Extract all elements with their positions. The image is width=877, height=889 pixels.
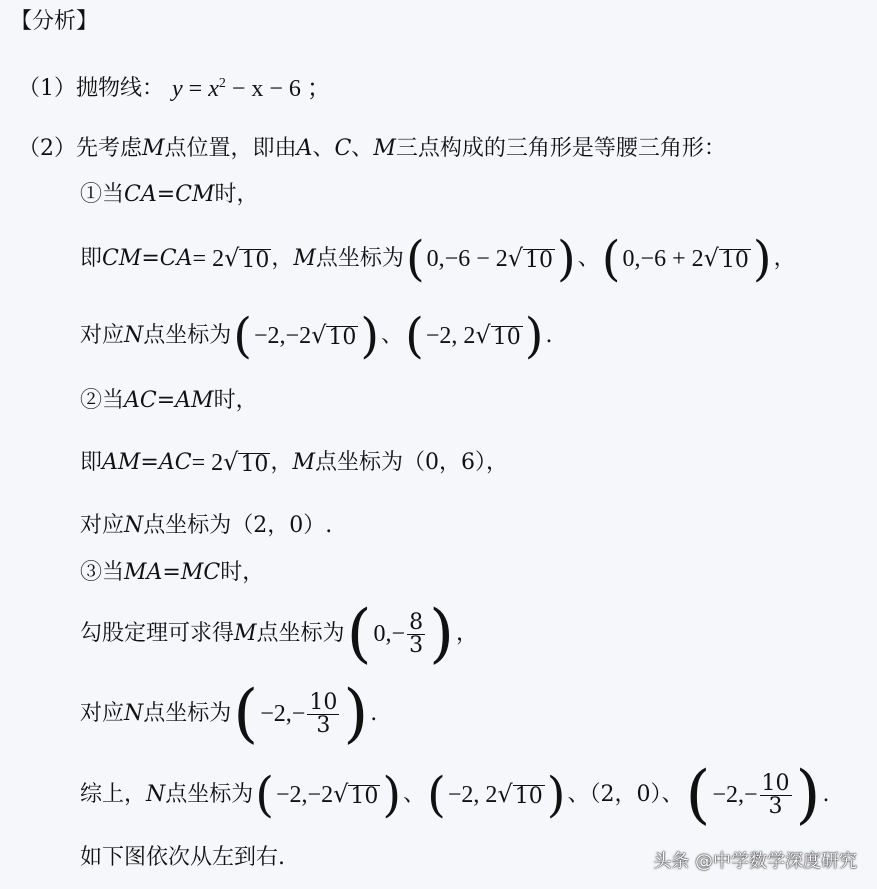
eq-equals: = (188, 76, 203, 102)
sum-end: . (822, 782, 830, 807)
tag-text: 【分析】 (10, 9, 99, 34)
c1a-M: M (293, 246, 316, 271)
part2-prefix: （2）先考虑 (18, 136, 142, 161)
c1b-prefix: 对应 (80, 323, 125, 348)
c1a-p1a: 0,−6 − 2 (426, 246, 508, 272)
sum-p3a: −2,− (712, 782, 758, 808)
c3a-M: M (234, 621, 257, 646)
c1b-point1: ( −2,−2 √ 10 ) (233, 308, 380, 364)
sum-mid: 点坐标为 (165, 782, 254, 807)
final-text: 如下图依次从左到右. (80, 845, 285, 870)
case3-cond: MA=MC (124, 560, 221, 585)
c3a-num: 8 (409, 609, 424, 635)
sum-p1a: −2,−2 (276, 782, 334, 808)
c3b-N: N (124, 701, 144, 726)
sum-dun2: 、（2，0）、 (567, 782, 684, 807)
part2-dun1: 、 (312, 136, 335, 161)
sum-p3num: 10 (761, 770, 790, 796)
c1b-N: N (124, 323, 144, 348)
c3a-frac (407, 609, 425, 658)
eq-rest: − x − 6 ； (231, 76, 331, 102)
c3b-num: 10 (309, 689, 338, 715)
c1a-sqrt-body: 10 (241, 248, 270, 273)
section-tag (10, 11, 98, 33)
c1a-prefix: 即 (80, 246, 103, 271)
c3b-frac (307, 689, 339, 738)
c1b-p2s: 10 (492, 325, 521, 350)
eq-exponent: 2 (218, 76, 226, 91)
c1b-p1s: 10 (328, 325, 357, 350)
c1a-sqrt: √ 10 (224, 244, 270, 273)
part2-rest: 三点构成的三角形是等腰三角形： (395, 136, 726, 161)
c3b-a: −2,− (260, 701, 306, 727)
c3a-prefix: 勾股定理可求得 (80, 621, 235, 646)
sum-p2s: 10 (514, 784, 543, 809)
c3a-point: ( 0,− $\frac{8}{3}$ ) (346, 597, 455, 671)
part2-dun2: 、 (351, 136, 374, 161)
part2-M: M (142, 136, 165, 161)
case2-cond: AC=AM (124, 388, 214, 413)
part2-C: C (334, 136, 352, 161)
part2-line (18, 138, 726, 160)
part1-prefix: （1）抛物线： (18, 76, 164, 101)
case1-end: 时， (214, 182, 259, 207)
c2a-mid: 点坐标为（0，6）， (314, 450, 508, 475)
sum-prefix: 综上， (80, 782, 147, 807)
c1a-p2a: 0,−6 + 2 (622, 246, 704, 272)
c2a-sqrt-body: 10 (240, 452, 269, 477)
c2a-comma: ， (270, 450, 293, 475)
c1a-dun: 、 (577, 246, 600, 271)
c3b-mid: 点坐标为 (143, 701, 232, 726)
c1a-point1: ( 0,−6 − 2 √ 10 ) (405, 231, 576, 287)
sum-p3den: 3 (768, 793, 783, 819)
case3-line-b (80, 677, 378, 751)
c2a-M: M (292, 450, 315, 475)
watermark: 头条 @中学数学深度研究 (653, 851, 857, 872)
c1a-eq: = 2 (192, 246, 225, 272)
eq-x: x (208, 76, 219, 102)
sum-p2a: −2, 2 (447, 782, 498, 808)
c1b-dun: 、 (381, 323, 404, 348)
case3-end: 时， (220, 560, 265, 585)
sum-N: N (146, 782, 166, 807)
c3b-end: . (370, 701, 378, 726)
c1b-end: . (545, 323, 553, 348)
case3-line-a (80, 597, 479, 671)
case1-line-b (80, 308, 553, 364)
case2-end: 时， (213, 388, 258, 413)
part1-line (18, 77, 331, 101)
c3a-end: ， (456, 621, 479, 646)
c1a-end: ， (773, 246, 796, 271)
case1-cond: CA=CM (124, 182, 215, 207)
eq-y: y (172, 76, 183, 102)
sum-dun1: 、 (403, 782, 426, 807)
case3-circ: ③当 (80, 560, 125, 585)
c1b-p2a: −2, 2 (425, 323, 476, 349)
sum-p1s: 10 (350, 784, 379, 809)
c3a-den: 3 (409, 632, 424, 658)
c1a-comma: ， (271, 246, 294, 271)
case3-heading (80, 562, 264, 584)
c2a-prefix: 即 (80, 450, 103, 475)
final-line (80, 847, 285, 869)
c3a-mid: 点坐标为 (256, 621, 345, 646)
c2a-eq: = 2 (191, 450, 224, 476)
c3a-a: 0,− (373, 621, 406, 647)
part2-A: A (296, 136, 313, 161)
part2-M2: M (373, 136, 396, 161)
c1b-p1a: −2,−2 (254, 323, 312, 349)
c2a-sqrt: √ 10 (223, 448, 269, 477)
c2a-cond: AM=AC (102, 450, 192, 475)
part2-mid: 点位置，即由 (164, 136, 297, 161)
c1a-point2: ( 0,−6 + 2 √ 10 ) (601, 231, 772, 287)
case2-line-a (80, 450, 508, 476)
c1a-p2s: 10 (720, 248, 749, 273)
c3b-den: 3 (316, 712, 331, 738)
case2-heading (80, 390, 258, 412)
case1-circ: ①当 (80, 182, 125, 207)
c1a-mid: 点坐标为 (315, 246, 404, 271)
case2-line-b (80, 515, 332, 537)
summary-line (80, 758, 830, 832)
c1b-mid: 点坐标为 (143, 323, 232, 348)
c1a-p1s: 10 (525, 248, 554, 273)
c3b-prefix: 对应 (80, 701, 125, 726)
c2b-N: N (124, 513, 144, 538)
case2-circ: ②当 (80, 388, 125, 413)
sum-point1: ( −2,−2 √ 10 ) (255, 767, 402, 823)
c3b-point: ( −2,− $\frac{10}{3}$ ) (233, 677, 369, 751)
sum-point2: ( −2, 2 √ 10 ) (427, 767, 566, 823)
c2b-mid: 点坐标为（2，0）. (143, 513, 333, 538)
case1-line-a (80, 231, 796, 287)
c2b-prefix: 对应 (80, 513, 125, 538)
c1a-cond: CM=CA (102, 246, 193, 271)
case1-heading (80, 184, 259, 206)
c1b-point2: ( −2, 2 √ 10 ) (405, 308, 544, 364)
sum-point4: ( −2,− $\frac{10}{3}$ ) (685, 758, 821, 832)
